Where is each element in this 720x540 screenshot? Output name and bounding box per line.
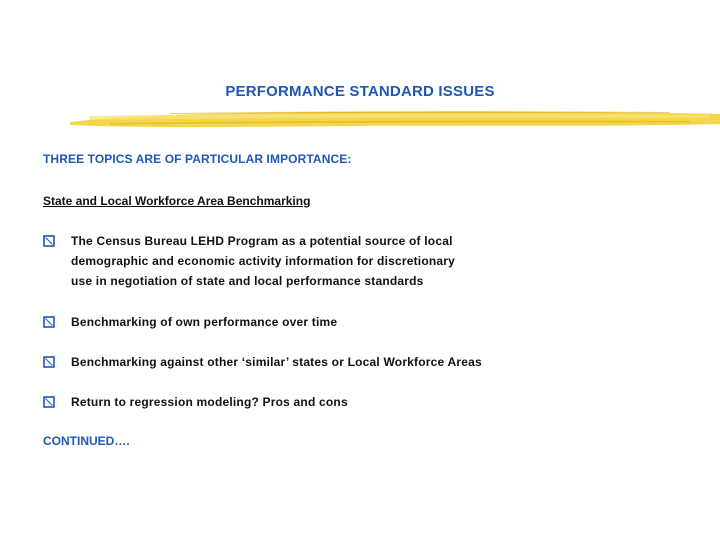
bullet-item-1-line-2: demographic and economic activity information for discretionary bbox=[71, 254, 456, 268]
slide-title: PERFORMANCE STANDARD ISSUES bbox=[225, 83, 495, 100]
bullet-item-3 bbox=[71, 352, 631, 372]
checkbox-bullet-icon bbox=[43, 316, 55, 328]
bullet-item-1-line-1: The Census Bureau LEHD Program as a potential source of local bbox=[71, 234, 453, 248]
bullet-item-4-line-1: Return to regression modeling? Pros and cons bbox=[71, 395, 348, 409]
bullet-item-1 bbox=[71, 231, 631, 291]
intro-heading: THREE TOPICS ARE OF PARTICULAR IMPORTANCE: bbox=[43, 152, 352, 166]
checkbox-bullet-icon bbox=[43, 235, 55, 247]
section-subheading: State and Local Workforce Area Benchmarking bbox=[43, 194, 311, 208]
bullet-item-2 bbox=[71, 312, 631, 332]
bullet-item-2-line-1: Benchmarking of own performance over time bbox=[71, 315, 338, 329]
brush-stroke-underline bbox=[70, 106, 720, 130]
continued-label: CONTINUED…. bbox=[43, 434, 130, 448]
checkbox-bullet-icon bbox=[43, 356, 55, 368]
bullet-item-3-line-1: Benchmarking against other ‘similar’ states or Local Workforce Areas bbox=[71, 355, 482, 369]
bullet-item-1-line-3: use in negotiation of state and local performance standards bbox=[71, 274, 424, 288]
bullet-item-4 bbox=[71, 392, 631, 412]
checkbox-bullet-icon bbox=[43, 396, 55, 408]
